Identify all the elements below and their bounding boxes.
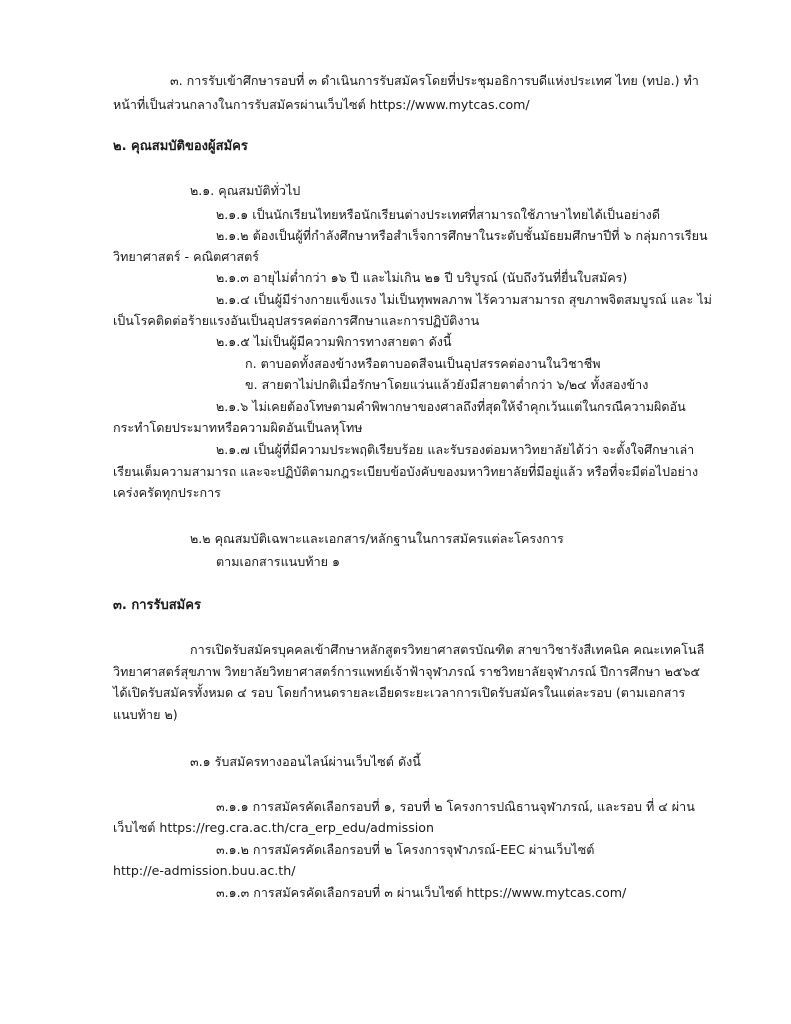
section-3-1-title: ๓.๑ รับสมัครทางออนไลน์ผ่านเว็บไซต์ ดังนี้ [190,754,421,769]
item-3-1-1-line-2: เว็บไซต์ https://reg.cra.ac.th/cra_erp_edu/admission [113,820,434,835]
item-2-1-1: ๒.๑.๑ เป็นนักเรียนไทยหรือนักเรียนต่างประเทศที่สามารถใช้ภาษาไทยได้เป็นอย่างดี [216,207,660,222]
item-2-1-5-kh: ข. สายตาไม่ปกติเมื่อรักษาโดยแว่นแล้วยังมีสายตาต่ำกว่า ๖/๒๔ ทั้งสองข้าง [245,377,649,392]
section-3-para-line-4: แนบท้าย ๒) [113,707,178,722]
item-2-1-4-line-2: เป็นโรคติดต่อร้ายแรงอันเป็นอุปสรรคต่อการศึกษาและการปฏิบัติงาน [113,313,480,328]
section-2-1-title: ๒.๑. คุณสมบัติทั่วไป [190,183,301,198]
intro-line-2: หน้าที่เป็นส่วนกลางในการรับสมัครผ่านเว็บไซต์ https://www.mytcas.com/ [113,97,530,112]
intro-line-1: ๓. การรับเข้าศึกษารอบที่ ๓ ดำเนินการรับสมัครโดยที่ประชุมอธิการบดีแห่งประเทศ ไทย (ทปอ.) ทำ [170,73,699,88]
item-2-1-2-line-1: ๒.๑.๒ ต้องเป็นผู้ที่กำลังศึกษาหรือสำเร็จการศึกษาในระดับชั้นมัธยมศึกษาปีที่ ๖ กลุ่มการเรียน [216,228,708,243]
section-2-heading: ๒. คุณสมบัติของผู้สมัคร [113,139,248,154]
item-2-1-5: ๒.๑.๕ ไม่เป็นผู้มีความพิการทางสายตา ดังนี้ [216,334,452,349]
item-2-1-7-line-1: ๒.๑.๗ เป็นผู้ที่มีความประพฤติเรียบร้อย และรับรองต่อมหาวิทยาลัยได้ว่า จะตั้งใจศึกษาเล่า [216,442,695,457]
section-3-para-line-2: วิทยาศาสตร์สุขภาพ วิทยาลัยวิทยาศาสตร์การแพทย์เจ้าฟ้าจุฬาภรณ์ ราชวิทยาลัยจุฬาภรณ์ ปีการศึกษา ๒๕๖๕ [113,664,700,679]
item-2-1-7-line-3: เคร่งครัดทุกประการ [113,485,221,500]
item-2-1-2-line-2: วิทยาศาสตร์ - คณิตศาสตร์ [113,249,260,264]
item-2-1-3: ๒.๑.๓ อายุไม่ต่ำกว่า ๑๖ ปี และไม่เกิน ๒๑ ปี บริบูรณ์ (นับถึงวันที่ยื่นใบสมัคร) [216,270,628,285]
item-3-1-2-line-1: ๓.๑.๒ การสมัครคัดเลือกรอบที่ ๒ โครงการจุฬาภรณ์-EEC ผ่านเว็บไซต์ [216,842,595,857]
item-2-1-7-line-2: เรียนเต็มความสามารถ และจะปฏิบัติตามกฎระเบียบข้อบังคับของมหาวิทยาลัยที่มีอยู่แล้ว หรือที่จะมีต่อไปอย่าง [113,464,699,479]
section-2-2-title: ๒.๒ คุณสมบัติเฉพาะและเอกสาร/หลักฐานในการสมัครแต่ละโครงการ [190,531,564,546]
item-3-1-3: ๓.๑.๓ การสมัครคัดเลือกรอบที่ ๓ ผ่านเว็บไซต์ https://www.mytcas.com/ [216,885,627,900]
item-2-1-4-line-1: ๒.๑.๔ เป็นผู้มีร่างกายแข็งแรง ไม่เป็นทุพพลภาพ ไร้ความสามารถ สุขภาพจิตสมบูรณ์ และ ไม่ [216,292,712,307]
item-2-1-6-line-2: กระทำโดยประมาทหรือความผิดอันเป็นลหุโทษ [113,420,363,435]
section-3-heading: ๓. การรับสมัคร [113,598,201,613]
section-3-para-line-3: ได้เปิดรับสมัครทั้งหมด ๔ รอบ โดยกำหนดรายละเอียดระยะเวลาการเปิดรับสมัครในแต่ละรอบ (ตามเอกสาร [113,685,686,700]
item-3-1-1-line-1: ๓.๑.๑ การสมัครคัดเลือกรอบที่ ๑, รอบที่ ๒ โครงการปณิธานจุฬาภรณ์, และรอบ ที่ ๔ ผ่าน [216,799,695,814]
item-2-1-5-k: ก. ตาบอดทั้งสองข้างหรือตาบอดสีจนเป็นอุปสรรคต่องานในวิชาชีพ [245,356,601,371]
item-2-1-6-line-1: ๒.๑.๖ ไม่เคยต้องโทษตามคำพิพากษาของศาลถึงที่สุดให้จำคุกเว้นแต่ในกรณีความผิดอัน [216,399,686,414]
item-3-1-2-line-2: http://e-admission.buu.ac.th/ [113,863,296,878]
section-2-2-sub: ตามเอกสารแนบท้าย ๑ [216,554,341,569]
section-3-para-line-1: การเปิดรับสมัครบุคคลเข้าศึกษาหลักสูตรวิทยาศาสตรบัณฑิต สาขาวิชารังสีเทคนิค คณะเทคโนลี [190,642,705,657]
